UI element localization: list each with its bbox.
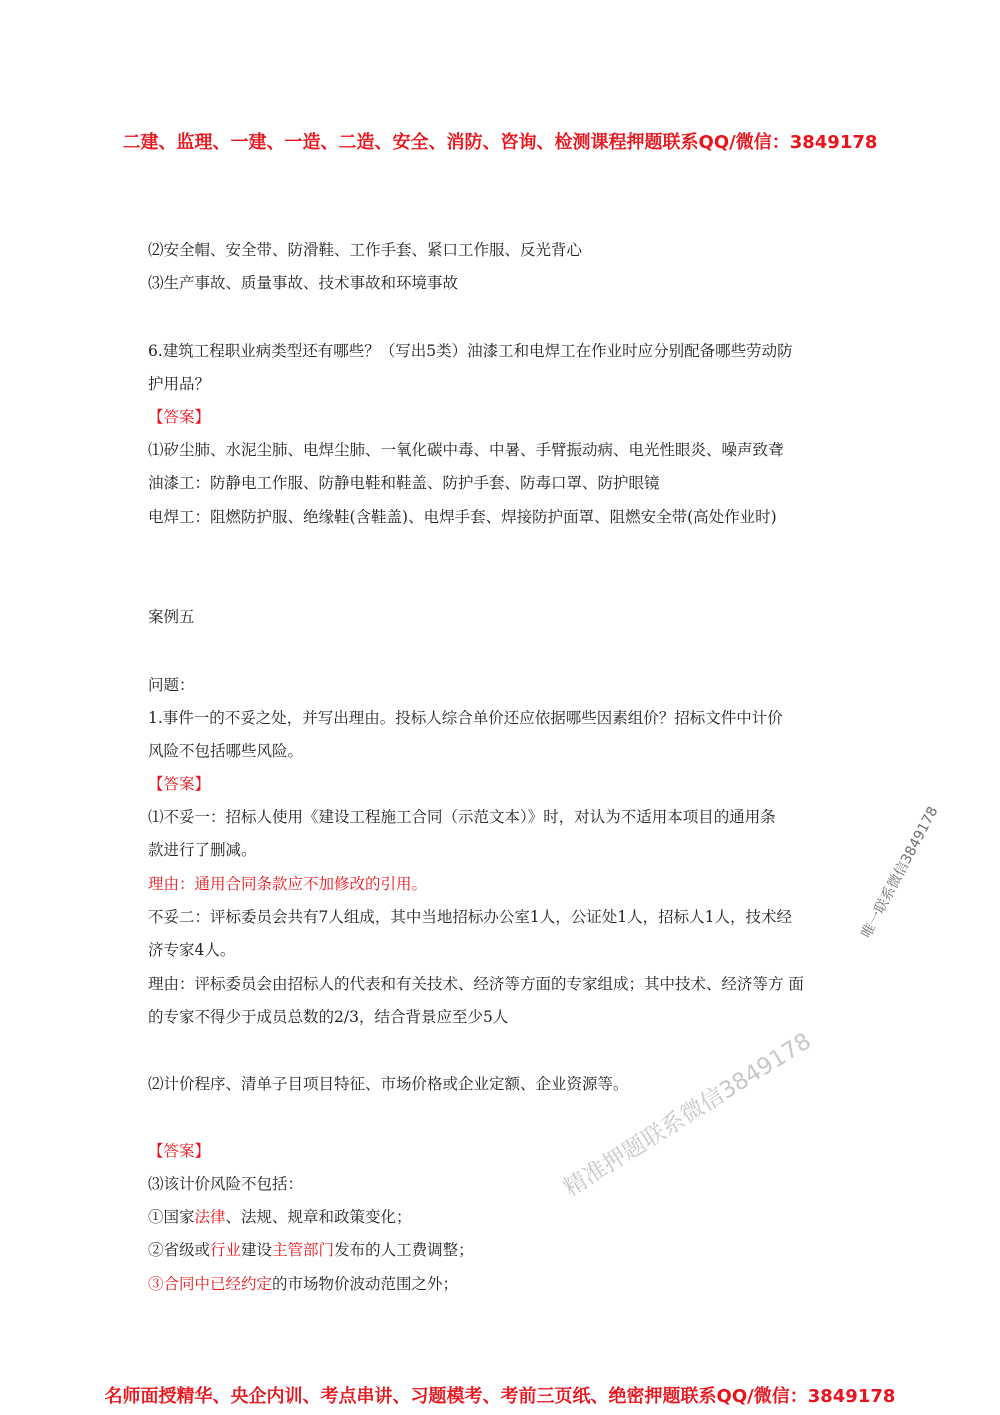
answer-1-line-2: 款进行了删减。 — [148, 841, 257, 859]
answer-3-intro: ⑶该计价风险不包括： — [148, 1175, 304, 1193]
answer-3-item-1 — [148, 1206, 412, 1228]
question-1-line-1: 1.事件一的不妥之处，并写出理由。投标人综合单价还应依据哪些因素组价？招标文件中计价 — [148, 709, 783, 727]
answer-2-line: ⑵计价程序、清单子目项目特征、市场价格或企业定额、企业资源等。 — [148, 1075, 629, 1093]
answer-heading: 【答案】 — [148, 408, 211, 426]
question-1-line-2: 风险不包括哪些风险。 — [148, 742, 304, 760]
text-segment: 建设 — [241, 1241, 273, 1259]
question-6-line-1: 6.建筑工程职业病类型还有哪些？（写出5类）油漆工和电焊工在作业时应分别配备哪些劳动防 — [148, 342, 793, 360]
question-6-line-2: 护用品？ — [148, 375, 211, 393]
answer-3-item-3 — [148, 1273, 458, 1295]
answer-1-line-3: 不妥二：评标委员会共有7人组成，其中当地招标办公室1人，公证处1人，招标人1人，技术经 — [148, 908, 792, 926]
answer-1-line-5: 理由：评标委员会由招标人的代表和有关技术、经济等方面的专家组成；其中技术、经济等方 面 — [148, 975, 804, 993]
answer-6-line-2: 油漆工：防静电工作服、防静电鞋和鞋盖、防护手套、防毒口罩、防护眼镜 — [148, 474, 660, 492]
header-banner: 二建、监理、一建、一造、二造、安全、消防、咨询、检测课程押题联系QQ/微信：3849178 — [122, 132, 878, 153]
highlight-segment: 行业 — [210, 1241, 242, 1259]
footer-banner: 名师面授精华、央企内训、考点串讲、习题模考、考前三页纸、绝密押题联系QQ/微信：3849178 — [104, 1386, 896, 1407]
side-watermark: 唯一联系微信3849178 — [858, 804, 942, 941]
answer-heading: 【答案】 — [148, 1142, 211, 1160]
answer-line-accident-types: ⑶生产事故、质量事故、技术事故和环境事故 — [148, 274, 459, 292]
highlight-segment: 主管部门 — [272, 1241, 335, 1259]
highlight-segment: 法律 — [194, 1208, 226, 1226]
text-segment: ②省级或 — [148, 1241, 211, 1259]
answer-3-item-2 — [148, 1239, 474, 1261]
case-title: 案例五 — [148, 608, 195, 626]
answer-6-line-3: 电焊工：阻燃防护服、绝缘鞋(含鞋盖)、电焊手套、焊接防护面罩、阻燃安全带(高处作业时) — [148, 508, 777, 526]
questions-label: 问题： — [148, 676, 195, 694]
answer-6-line-1: ⑴矽尘肺、水泥尘肺、电焊尘肺、一氧化碳中毒、中暑、手臂振动病、电光性眼炎、噪声致聋 — [148, 441, 784, 459]
text-segment: 发布的人工费调整； — [334, 1241, 474, 1259]
text-segment: 的市场物价波动范围之外； — [272, 1275, 459, 1293]
answer-1-line-6: 的专家不得少于成员总数的2/3，结合背景应至少5人 — [148, 1008, 509, 1026]
answer-line-protective-gear: ⑵安全帽、安全带、防滑鞋、工作手套、紧口工作服、反光背心 — [148, 241, 583, 259]
answer-heading: 【答案】 — [148, 775, 211, 793]
text-segment: ①国家 — [148, 1208, 195, 1226]
text-segment: 、法规、规章和政策变化； — [225, 1208, 412, 1226]
answer-1-line-1: ⑴不妥一：招标人使用《建设工程施工合同（示范文本）》时，对认为不适用本项目的通用条 — [148, 808, 776, 826]
diagonal-watermark: 精准押题联系微信3849178 — [559, 1028, 816, 1203]
highlight-segment: ③合同中已经约定 — [148, 1275, 273, 1293]
reason-highlight: 通用合同条款应不加修改的引用。 — [194, 875, 428, 893]
answer-1-line-4: 济专家4人。 — [148, 941, 236, 959]
answer-1-reason-1 — [148, 873, 427, 895]
reason-label: 理由： — [148, 875, 195, 893]
